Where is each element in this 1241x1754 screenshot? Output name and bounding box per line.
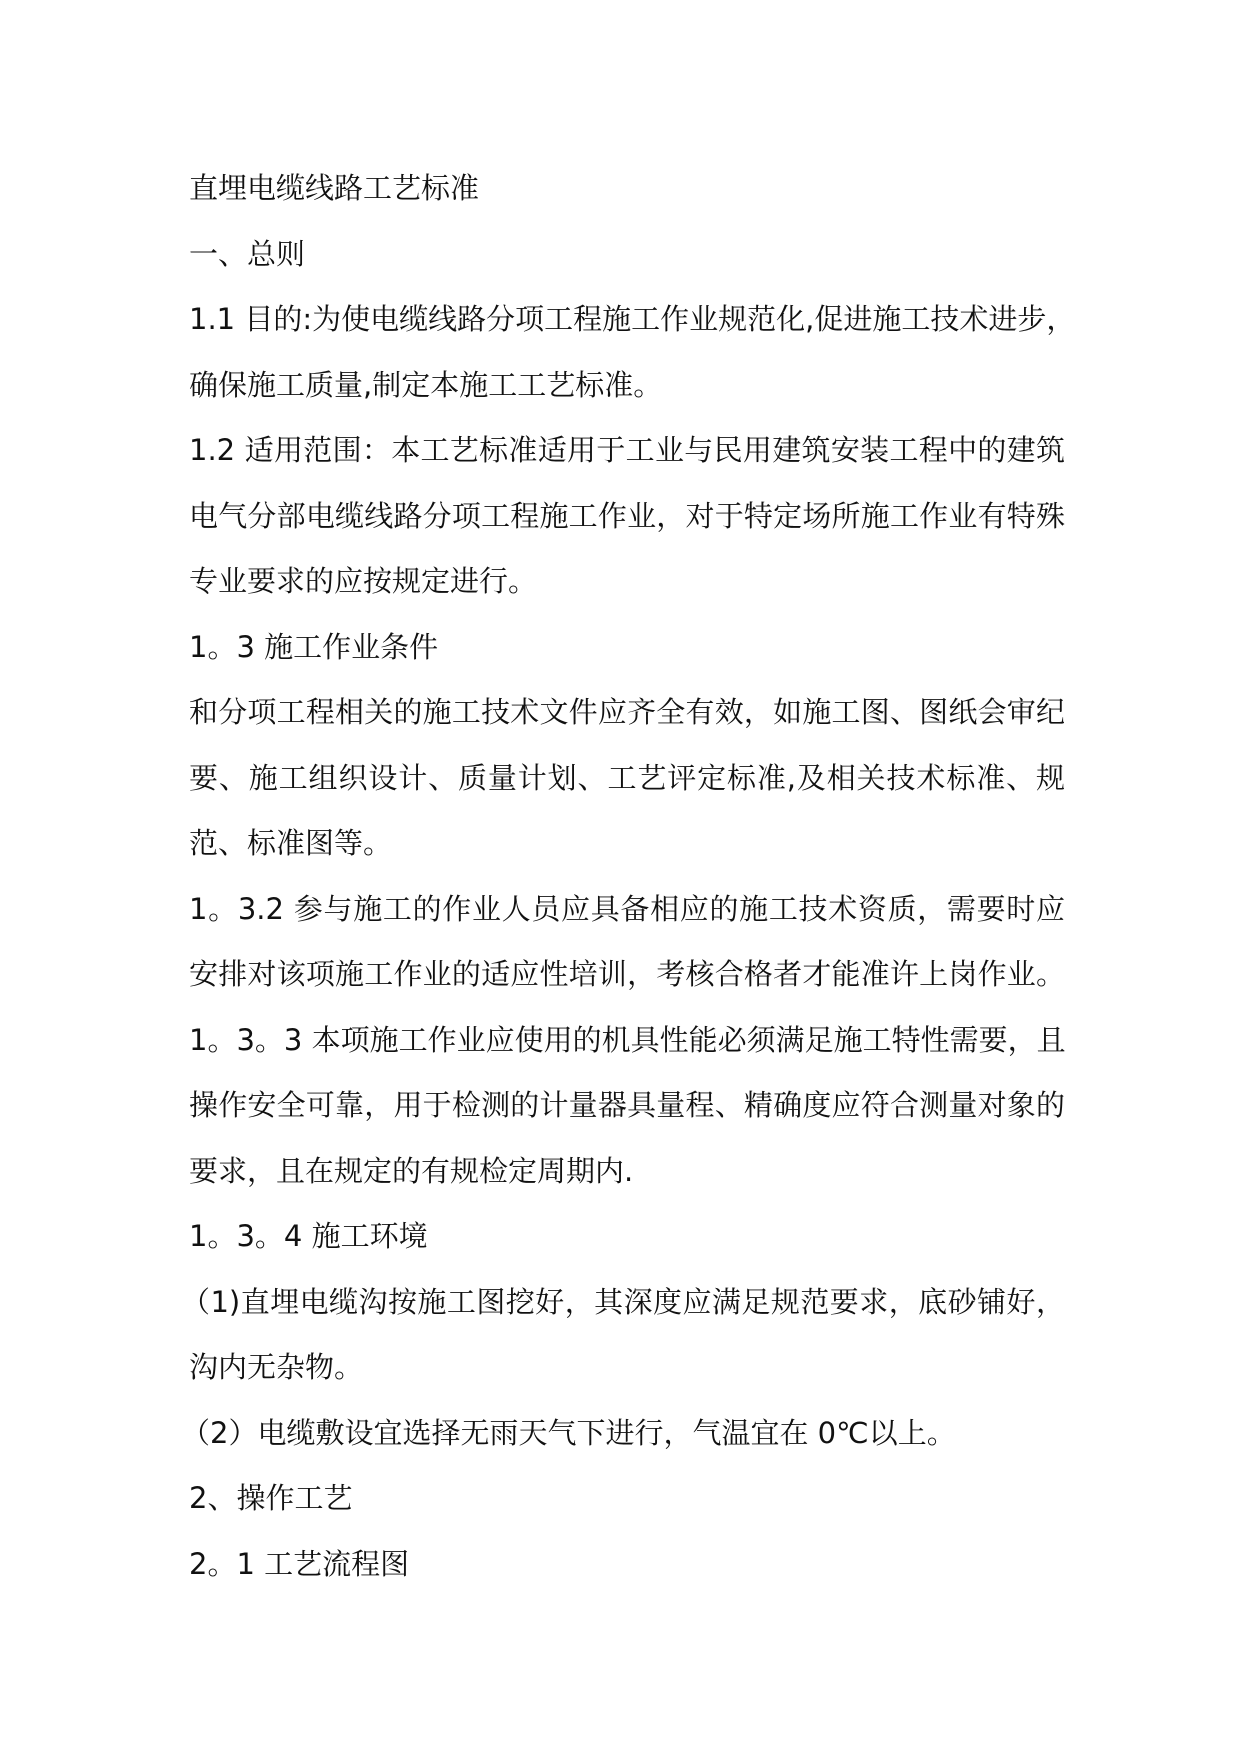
paragraph-line: 沟内无杂物。 — [189, 1350, 364, 1384]
paragraph-line: 确保施工质量,制定本施工工艺标准。 — [189, 367, 663, 402]
paragraph-line: 和分项工程相关的施工技术文件应齐全有效，如施工图、图纸会审纪 — [189, 695, 1065, 729]
section-heading-conditions: 1。3 施工作业条件 — [189, 629, 439, 664]
section-heading-process: 2、操作工艺 — [189, 1481, 353, 1515]
paragraph-line: 1。3。3 本项施工作业应使用的机具性能必须满足施工特性需要，且 — [189, 1022, 1066, 1057]
paragraph-line: 电气分部电缆线路分项工程施工作业，对于特定场所施工作业有特殊 — [189, 498, 1065, 533]
paragraph-line: 1.1 目的:为使电缆线路分项工程施工作业规范化,促进施工技术进步， — [189, 302, 1076, 336]
document-body — [181, 156, 1076, 1597]
section-heading-environment: 1。3。4 施工环境 — [189, 1219, 428, 1253]
section-heading-general: 一、总则 — [189, 236, 306, 271]
paragraph-line: 专业要求的应按规定进行。 — [189, 564, 538, 598]
paragraph-line: 要、施工组织设计、质量计划、工艺评定标准,及相关技术标准、规 — [189, 760, 1065, 795]
paragraph-line: 1.2 适用范围：本工艺标准适用于工业与民用建筑安装工程中的建筑 — [189, 433, 1065, 467]
document-title: 直埋电缆线路工艺标准 — [189, 171, 480, 205]
paragraph-line: 1。3.2 参与施工的作业人员应具备相应的施工技术资质，需要时应 — [189, 891, 1065, 926]
paragraph-line: 范、标准图等。 — [189, 826, 393, 860]
paragraph-line: 操作安全可靠，用于检测的计量器具量程、精确度应符合测量对象的 — [189, 1088, 1065, 1122]
paragraph-line: （1)直埋电缆沟按施工图挖好，其深度应满足规范要求，底砂铺好， — [181, 1284, 1065, 1319]
section-heading-flowchart: 2。1 工艺流程图 — [189, 1546, 410, 1581]
paragraph-line: （2）电缆敷设宜选择无雨天气下进行，气温宜在 0℃以上。 — [181, 1415, 956, 1450]
paragraph-line: 安排对该项施工作业的适应性培训，考核合格者才能准许上岗作业。 — [189, 957, 1065, 991]
paragraph-line: 要求，且在规定的有规检定周期内. — [189, 1153, 634, 1188]
